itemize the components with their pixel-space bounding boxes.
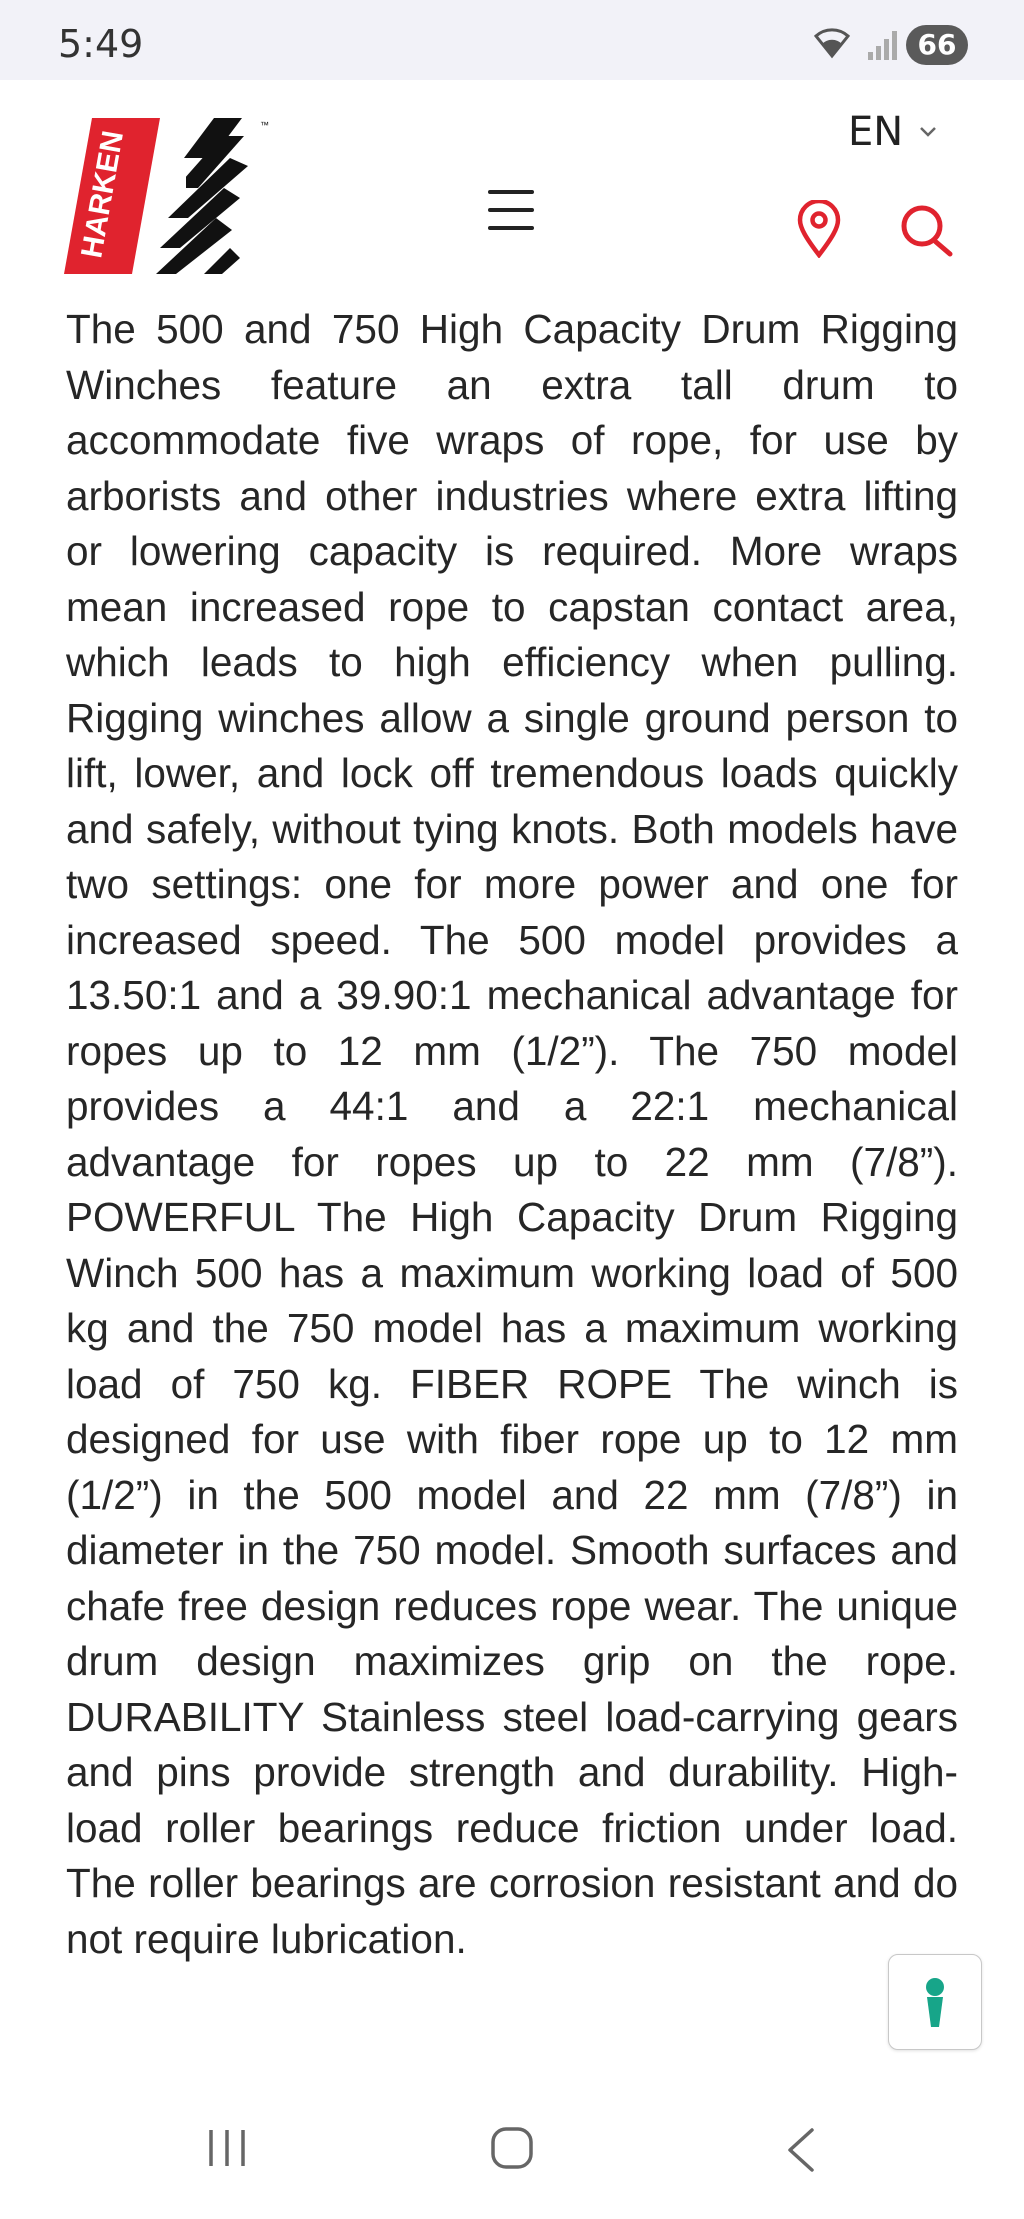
- search-icon[interactable]: [898, 202, 956, 258]
- back-icon[interactable]: [782, 2126, 818, 2174]
- recent-apps-icon[interactable]: [205, 2126, 249, 2170]
- battery-icon: 66: [906, 25, 968, 65]
- site-header: [0, 80, 1024, 290]
- location-pin-icon[interactable]: [796, 200, 842, 258]
- language-label: EN: [848, 109, 904, 155]
- harken-wordmark: HARKEN: [75, 128, 131, 261]
- accessibility-icon: [919, 1977, 951, 2029]
- signal-icon: [866, 26, 902, 62]
- hamburger-menu-icon[interactable]: [488, 190, 534, 230]
- home-icon[interactable]: [490, 2126, 534, 2170]
- product-description: The 500 and 750 High Capacity Drum Rigging Winches feature an extra tall drum to accommodate five wraps of rope, for use by arborists and other industries where extra lifting or lowering capacity is required. More wraps mean increased rope to capstan contact area, which leads to high efficiency when pulling. Rigging winches allow a single ground person to lift, lower, and lock off tremendous loads quickly and safely, without tying knots. Both models have two settings: one for more power and one for increased speed. The 500 model provides a 13.50:1 and a 39.90:1 mechanical advantage for ropes up to 12 mm (1/2”). The 750 model provides a 44:1 and a 22:1 mechanical advantage for ropes up to 22 mm (7/8”). POWERFUL The High Capacity Drum Rigging Winch 500 has a maximum working load of 500 kg and the 750 model has a maximum working load of 750 kg. FIBER ROPE The winch is designed for use with fiber rope up to 12 mm (1/2”) in the 500 model and 22 mm (7/8”) in diameter in the 750 model. Smooth surfaces and chafe free design reduces rope wear. The unique drum design maximizes grip on the rope. DURABILITY Stainless steel load-carrying gears and pins provide strength and durability. High-load roller bearings reduce friction under load. The roller bearings are corrosion resistant and do not require lubrication.: [66, 306, 958, 1962]
- accessibility-button[interactable]: [888, 1954, 982, 2050]
- wifi-icon: [812, 24, 852, 60]
- system-nav-bar: [0, 2090, 1024, 2219]
- chevron-down-icon: [919, 126, 937, 138]
- harken-logo[interactable]: [64, 118, 274, 278]
- status-time: 5:49: [58, 22, 144, 66]
- language-selector[interactable]: [848, 102, 937, 162]
- status-bar: [0, 0, 1024, 80]
- svg-text:™: ™: [260, 120, 269, 130]
